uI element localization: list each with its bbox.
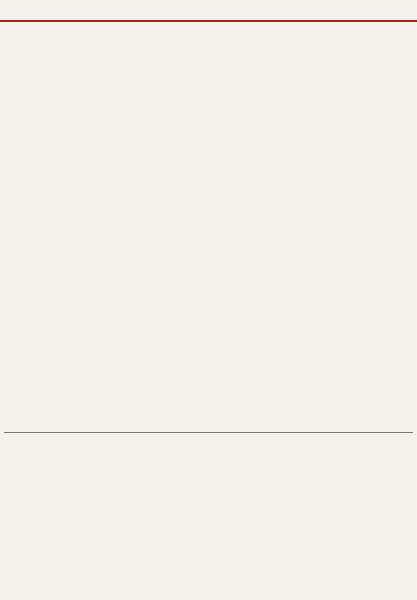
article-body-top (4, 42, 413, 432)
sidebar-article (4, 448, 112, 598)
section-divider (4, 432, 413, 433)
masthead (0, 0, 417, 22)
